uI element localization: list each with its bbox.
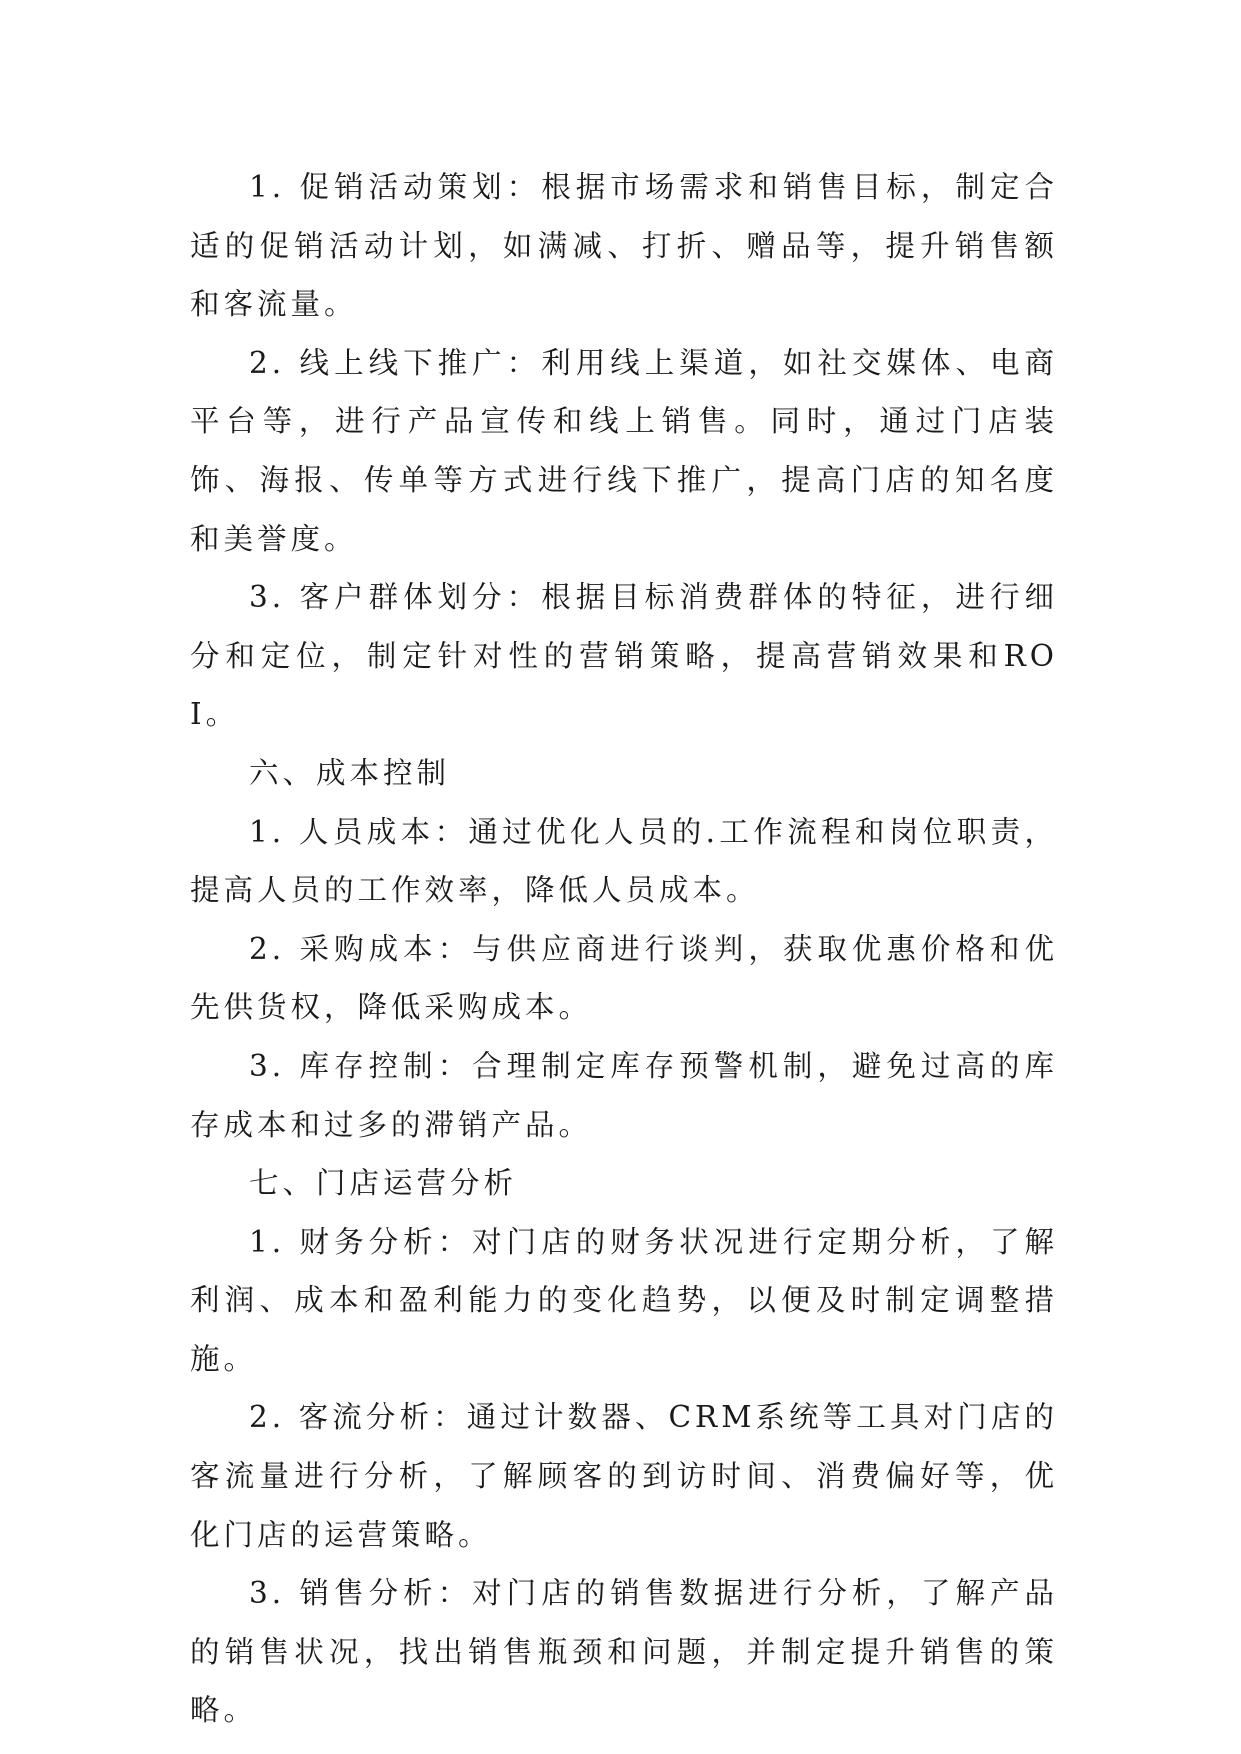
section-heading-cost-control: 六、成本控制 <box>249 755 451 790</box>
paragraph-customer-flow-analysis: 2. 客流分析：通过计数器、CRM系统等工具对门店的客流量进行分析，了解顾客的到访时间、消费偏好等，优化门店的运营策略。 <box>190 1400 1058 1552</box>
paragraph-financial-analysis: 1. 财务分析：对门店的财务状况进行定期分析，了解利润、成本和盈利能力的变化趋势，以便及时制定调整措施。 <box>190 1224 1058 1376</box>
paragraph-customer-segmentation: 3. 客户群体划分：根据目标消费群体的特征，进行细分和定位，制定针对性的营销策略，提高营销效果和ROI。 <box>190 580 1058 732</box>
paragraph-sales-analysis: 3. 销售分析：对门店的销售数据进行分析，了解产品的销售状况，找出销售瓶颈和问题，并制定提升销售的策略。 <box>190 1576 1058 1728</box>
section-heading-store-operations-analysis: 七、门店运营分析 <box>249 1166 518 1201</box>
paragraph-staff-cost: 1. 人员成本：通过优化人员的.工作流程和岗位职责，提高人员的工作效率，降低人员成本。 <box>190 814 1058 908</box>
paragraph-inventory-control: 3. 库存控制：合理制定库存预警机制，避免过高的库存成本和过多的滞销产品。 <box>190 1048 1058 1142</box>
document-body <box>190 158 1058 1740</box>
paragraph-purchasing-cost: 2. 采购成本：与供应商进行谈判，获取优惠价格和优先供货权，降低采购成本。 <box>190 931 1058 1025</box>
paragraph-promotion-planning: 1. 促销活动策划：根据市场需求和销售目标，制定合适的促销活动计划，如满减、打折、赠品等，提升销售额和客流量。 <box>190 170 1058 322</box>
paragraph-online-offline-promotion: 2. 线上线下推广：利用线上渠道，如社交媒体、电商平台等，进行产品宣传和线上销售。同时，通过门店装饰、海报、传单等方式进行线下推广，提高门店的知名度和美誉度。 <box>190 345 1058 556</box>
